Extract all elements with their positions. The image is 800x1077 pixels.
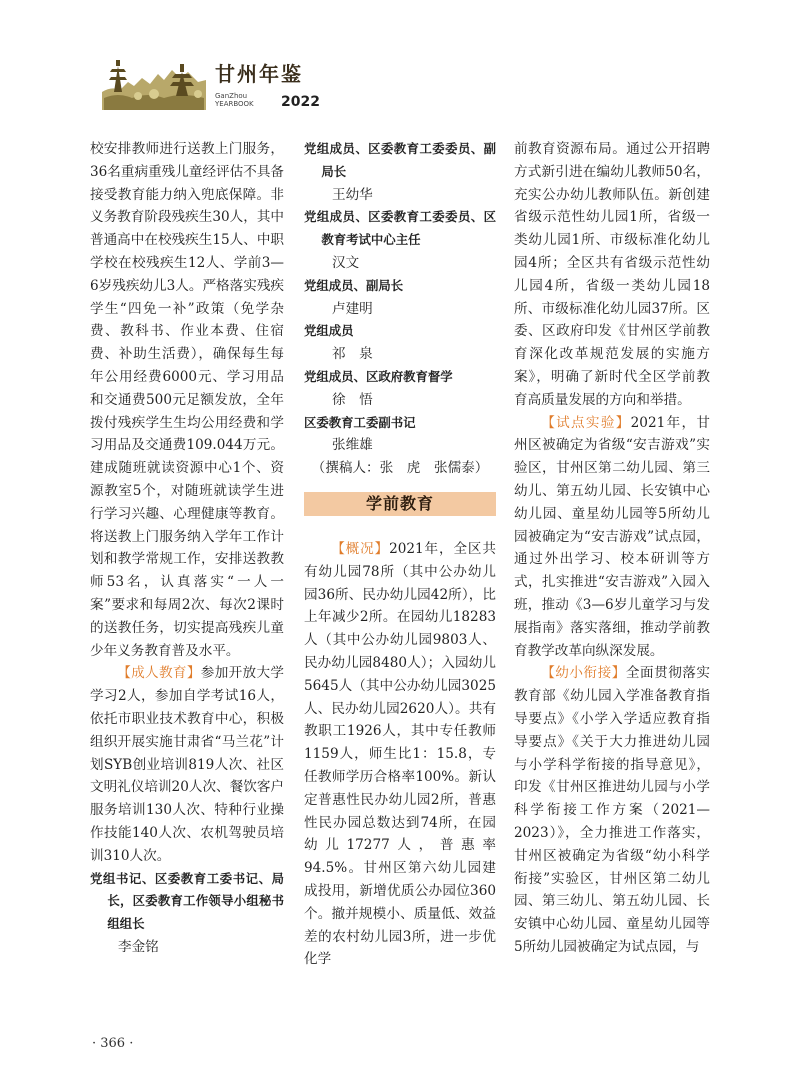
paragraph-transition [514,662,710,958]
leader-title: 党组书记、区委教育工委书记、局长，区委教育工作领导小组秘书组组长 [90,870,284,932]
page-number: · 366 · [92,1036,134,1051]
leader-name: 祁 泉 [332,346,373,363]
leader-title: 党组成员、区政府教育督学 [304,368,453,384]
paragraph-special-education: 校安排教师进行送教上门服务，36名重病重残儿童经评估不具备接受教育能力纳入兜底保障。非义务教育阶段残疾生30人，其中普通高中在校残疾生15人、中职学校在校残疾生12人、学前3—6岁残疾幼儿3人。严格落实残疾学生“四免一补”政策（免学杂费、教科书、作业本费、住宿费、补助生活费），确保每生每年公用经费6000元、学习用品和交通费500元足额发放，全年拨付残疾学生生均公用经费和学习用品及交通费109.044万元。建成随班就读资源中心1个、资源教室5个，对随班就读学生进行学习兴趣、心理健康等教育。将送教上门服务纳入学年工作计划和教学常规工作，安排送教教师53名，认真落实“一人一案”要求和每周2次、每次2课时的送教任务，切实提高残疾儿童少年义务教育普及水平。 [90,141,285,659]
paragraph-text: 2021年，全区共有幼儿园78所（其中公办幼儿园36所、民办幼儿园42所），比上年减少2所。在园幼儿18283人（其中公办幼儿园9803人、民办幼儿园8480人）；入园幼儿5645人（其中公办幼儿园3025人、民办幼儿园2620人）。共有教职工1926人，其中专任教师1159人，师生比1：15.8，专任教师学历合格率100%。新认定普惠性民办幼儿园2所，普惠性民办园总数达到74所，在园幼儿17277人，普惠率94.5%。甘州区第六幼儿园建成投用，新增优质公办园位360个。撤并规模小、质量低、效益差的农村幼儿园3所，进一步优化学 [304,540,496,968]
leader-title: 党组成员 [304,323,354,339]
section-heading-preschool: 学前教育 [304,492,496,516]
leader-name: 李金铭 [118,938,159,955]
yearbook-title: 甘州年鉴 [215,62,303,86]
paragraph-text: 参加开放大学学习2人，参加自学考试16人，依托市职业技术教育中心，积极组织开展实施甘肃省“马兰花”计划SYB创业培训819人次、社区文明礼仪培训20人次、餐饮客户服务培训130人次、特种行业操作技能140人次、农机驾驶员培训310人次。 [90,665,285,864]
paragraph-adult-education [90,662,284,867]
paragraph-continued: 前教育资源布局。通过公开招聘方式新引进在编幼儿教师50名，充实公办幼儿教师队伍。新创建省级示范性幼儿园1所，省级一类幼儿园1所、市级标准化幼儿园4所；全区共有省级示范性幼儿园4所，省级一类幼儿园18所、市级标准化幼儿园37所。区委、区政府印发《甘州区学前教育深化改革规范发展的实施方案》，明确了新时代全区学前教育高质量发展的方向和举措。 [514,141,710,408]
yearbook-year: 2022 [281,94,320,110]
column-1 [90,138,284,959]
subtitle-line-2: YEARBOOK [215,100,254,108]
leader-name: 汉文 [332,254,360,271]
leader-title: 党组成员、副局长 [304,277,404,293]
leader-title: 党组成员、区委教育工委委员、副局长 [304,141,496,179]
leader-name: 张维雄 [332,437,373,454]
column-3 [514,138,710,959]
paragraph-pilot [514,412,710,663]
leader-name: 王幼华 [332,186,373,203]
paragraph-overview [304,538,496,971]
column-2 [304,138,496,971]
paragraph-text: 2021年，甘州区被确定为省级“安吉游戏”实验区，甘州区第二幼儿园、第三幼儿、第五幼儿园、长安镇中心幼儿园、童星幼儿园等5所幼儿园被确定为“安吉游戏”试点园，通过外出学习、校本研训等方式，扎实推进“安吉游戏”入园入班，推动《3—6岁儿童学习与发展指南》落实落细，推动学前教育教学改革向纵深发展。 [514,414,710,659]
leader-name: 徐 悟 [332,391,373,408]
leader-title: 区委教育工委副书记 [304,414,416,430]
section-tag: 【概况】 [331,540,390,557]
leader-name: 卢建明 [332,300,373,317]
author-credit: （撰稿人：张 虎 张儒泰） [311,460,489,477]
section-tag: 【成人教育】 [117,665,201,682]
yearbook-subtitle [215,92,254,108]
section-tag: 【幼小衔接】 [541,665,626,682]
leader-title: 党组成员、区委教育工委委员、区教育考试中心主任 [304,209,496,248]
subtitle-line-1: GanZhou [215,92,248,100]
paragraph-text: 全面贯彻落实教育部《幼儿园入学准备教育指导要点》《小学入学适应教育指导要点》《关于大力推进幼儿园与小学科学衔接的指导意见》，印发《甘州区推进幼儿园与小学科学衔接工作方案（2021—2023）》，全力推进工作落实，甘州区被确定为省级“幼小科学衔接”实验区，甘州区第二幼儿园、第三幼儿、第五幼儿园、长安镇中心幼儿园、童星幼儿园等5所幼儿园被确定为试点园，与 [514,665,711,955]
section-tag: 【试点实验】 [541,414,631,431]
pagoda-logo-icon [98,52,210,110]
